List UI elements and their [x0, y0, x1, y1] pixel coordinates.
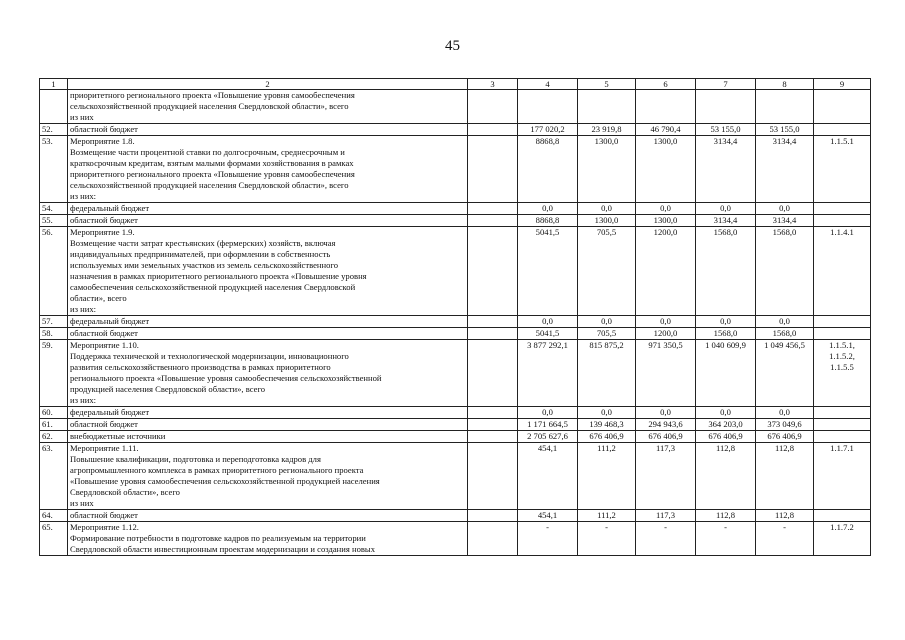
row-description [68, 340, 468, 407]
value-cell-c3 [468, 136, 518, 203]
value-cell-c8: 0,0 [756, 407, 814, 419]
value-cell-c6 [636, 90, 696, 124]
table-row [40, 407, 871, 419]
description-line: из них: [70, 395, 97, 405]
table-row [40, 136, 871, 203]
value-cell-c8: 3134,4 [756, 136, 814, 203]
description-line: областной бюджет [70, 124, 138, 134]
row-number: 52. [40, 124, 68, 136]
column-number-header [40, 79, 871, 90]
table-row [40, 328, 871, 340]
value-cell-c3 [468, 443, 518, 510]
value-cell-c5: 815 875,2 [578, 340, 636, 407]
value-cell-c6: 117,3 [636, 443, 696, 510]
row-number: 65. [40, 522, 68, 556]
value-cell-c7: - [696, 522, 756, 556]
row-description [68, 124, 468, 136]
description-line: краткосрочным кредитам, взятым малыми формами хозяйствования в рамках [70, 158, 354, 168]
row-number: 53. [40, 136, 68, 203]
value-cell-c6: 676 406,9 [636, 431, 696, 443]
target-code-cell [814, 136, 871, 203]
description-line: федеральный бюджет [70, 203, 150, 213]
value-cell-c4: 3 877 292,1 [518, 340, 578, 407]
value-cell-c6: 1300,0 [636, 215, 696, 227]
value-cell-c3 [468, 203, 518, 215]
value-cell-c7: 0,0 [696, 407, 756, 419]
value-cell-c3 [468, 407, 518, 419]
description-line: развития сельскохозяйственного производства в рамках приоритетного [70, 362, 331, 372]
description-line: областной бюджет [70, 328, 138, 338]
value-cell-c4: 2 705 627,6 [518, 431, 578, 443]
row-number: 56. [40, 227, 68, 316]
row-number: 60. [40, 407, 68, 419]
description-line: Возмещение части затрат крестьянских (фермерских) хозяйств, включая [70, 238, 336, 248]
description-line: приоритетного регионального проекта «Повышение уровня самообеспечения [70, 169, 355, 179]
value-cell-c6: 0,0 [636, 407, 696, 419]
value-cell-c7: 3134,4 [696, 215, 756, 227]
target-code-cell [814, 215, 871, 227]
value-cell-c6: 971 350,5 [636, 340, 696, 407]
value-cell-c3 [468, 431, 518, 443]
target-code: 1.1.5.1, [829, 340, 855, 350]
description-line: самообеспечения сельскохозяйственной продукцией населения Свердловской [70, 282, 356, 292]
row-number: 59. [40, 340, 68, 407]
page-number: 45 [445, 38, 460, 54]
table-body [40, 90, 871, 556]
value-cell-c5: 111,2 [578, 443, 636, 510]
value-cell-c5: 139 468,3 [578, 419, 636, 431]
value-cell-c3 [468, 522, 518, 556]
table-row [40, 227, 871, 316]
row-number: 58. [40, 328, 68, 340]
target-code: 1.1.4.1 [830, 227, 854, 237]
value-cell-c7: 0,0 [696, 316, 756, 328]
description-line: Свердловской области инвестиционным проектам модернизации и создания новых [70, 544, 375, 554]
target-code-cell [814, 419, 871, 431]
value-cell-c4: 5041,5 [518, 227, 578, 316]
row-number: 55. [40, 215, 68, 227]
value-cell-c5: 0,0 [578, 316, 636, 328]
target-code-cell [814, 431, 871, 443]
header-cell: 8 [756, 79, 814, 90]
value-cell-c7: 1 040 609,9 [696, 340, 756, 407]
row-number: 54. [40, 203, 68, 215]
value-cell-c4: 454,1 [518, 510, 578, 522]
table-row [40, 443, 871, 510]
value-cell-c7: 53 155,0 [696, 124, 756, 136]
value-cell-c7: 3134,4 [696, 136, 756, 203]
target-code-cell [814, 90, 871, 124]
description-line: из них [70, 498, 94, 508]
header-cell: 7 [696, 79, 756, 90]
target-code: 1.1.5.1 [830, 136, 854, 146]
target-code-cell [814, 227, 871, 316]
description-line: сельскохозяйственной продукцией населения Свердловской области», всего [70, 101, 349, 111]
header-cell: 5 [578, 79, 636, 90]
row-number: 63. [40, 443, 68, 510]
description-line: сельскохозяйственной продукцией населения Свердловской области», всего [70, 180, 349, 190]
value-cell-c7 [696, 90, 756, 124]
value-cell-c7: 1568,0 [696, 227, 756, 316]
description-line: Мероприятие 1.9. [70, 227, 135, 237]
description-line: Свердловской области», всего [70, 487, 180, 497]
value-cell-c4: 1 171 664,5 [518, 419, 578, 431]
value-cell-c7: 676 406,9 [696, 431, 756, 443]
row-number: 61. [40, 419, 68, 431]
value-cell-c5: - [578, 522, 636, 556]
row-number [40, 90, 68, 124]
description-line: «Повышение уровня самообеспечения сельскохозяйственной продукцией населения [70, 476, 380, 486]
description-line: из них: [70, 191, 97, 201]
value-cell-c4: 454,1 [518, 443, 578, 510]
value-cell-c4: - [518, 522, 578, 556]
budget-table [39, 78, 871, 556]
target-code-cell [814, 328, 871, 340]
table-row [40, 124, 871, 136]
row-description [68, 510, 468, 522]
value-cell-c7: 0,0 [696, 203, 756, 215]
row-description [68, 90, 468, 124]
value-cell-c3 [468, 419, 518, 431]
value-cell-c3 [468, 510, 518, 522]
description-line: агропромышленного комплекса в рамках приоритетного регионального проекта [70, 465, 364, 475]
value-cell-c6: - [636, 522, 696, 556]
row-description [68, 316, 468, 328]
description-line: продукцией населения Свердловской области», всего [70, 384, 266, 394]
table-row [40, 203, 871, 215]
value-cell-c4 [518, 90, 578, 124]
target-code-cell [814, 203, 871, 215]
value-cell-c4: 0,0 [518, 407, 578, 419]
row-description [68, 419, 468, 431]
description-line: Мероприятие 1.11. [70, 443, 139, 453]
value-cell-c7: 112,8 [696, 443, 756, 510]
target-code-cell [814, 407, 871, 419]
value-cell-c6: 46 790,4 [636, 124, 696, 136]
value-cell-c8: 112,8 [756, 510, 814, 522]
description-line: регионального проекта «Повышение уровня самообеспечения сельскохозяйственной [70, 373, 382, 383]
value-cell-c5: 111,2 [578, 510, 636, 522]
row-number: 57. [40, 316, 68, 328]
value-cell-c7: 364 203,0 [696, 419, 756, 431]
row-number: 62. [40, 431, 68, 443]
header-cell: 4 [518, 79, 578, 90]
value-cell-c3 [468, 328, 518, 340]
value-cell-c6: 117,3 [636, 510, 696, 522]
value-cell-c8: 1568,0 [756, 328, 814, 340]
row-description [68, 328, 468, 340]
target-code: 1.1.5.2, [829, 351, 855, 361]
description-line: внебюджетные источники [70, 431, 166, 441]
target-code-cell [814, 316, 871, 328]
value-cell-c5: 0,0 [578, 407, 636, 419]
description-line: из них: [70, 304, 97, 314]
value-cell-c8 [756, 90, 814, 124]
header-cell: 3 [468, 79, 518, 90]
value-cell-c5: 705,5 [578, 227, 636, 316]
description-line: используемых ими земельных участков из земель сельскохозяйственного [70, 260, 339, 270]
target-code-cell [814, 510, 871, 522]
value-cell-c6: 1200,0 [636, 328, 696, 340]
target-code-cell [814, 124, 871, 136]
description-line: Возмещение части процентной ставки по долгосрочным, среднесрочным и [70, 147, 345, 157]
target-code: 1.1.7.2 [830, 522, 854, 532]
value-cell-c4: 8868,8 [518, 215, 578, 227]
description-line: приоритетного регионального проекта «Повышение уровня самообеспечения [70, 90, 355, 100]
description-line: назначения в рамках приоритетного регионального проекта «Повышение уровня [70, 271, 367, 281]
value-cell-c8: 676 406,9 [756, 431, 814, 443]
header-cell: 9 [814, 79, 871, 90]
description-line: Мероприятие 1.12. [70, 522, 139, 532]
description-line: Формирование потребности в подготовке кадров по реализуемым на территории [70, 533, 366, 543]
value-cell-c5: 1300,0 [578, 136, 636, 203]
value-cell-c6: 1300,0 [636, 136, 696, 203]
value-cell-c5 [578, 90, 636, 124]
value-cell-c5: 705,5 [578, 328, 636, 340]
table-row [40, 419, 871, 431]
target-code-cell [814, 340, 871, 407]
value-cell-c8: - [756, 522, 814, 556]
value-cell-c5: 1300,0 [578, 215, 636, 227]
table-row [40, 316, 871, 328]
row-description [68, 136, 468, 203]
value-cell-c7: 1568,0 [696, 328, 756, 340]
description-line: федеральный бюджет [70, 316, 150, 326]
description-line: областной бюджет [70, 215, 138, 225]
row-number: 64. [40, 510, 68, 522]
description-line: Мероприятие 1.8. [70, 136, 135, 146]
value-cell-c4: 8868,8 [518, 136, 578, 203]
description-line: областной бюджет [70, 510, 138, 520]
row-description [68, 215, 468, 227]
value-cell-c7: 112,8 [696, 510, 756, 522]
value-cell-c3 [468, 227, 518, 316]
table-row [40, 215, 871, 227]
value-cell-c8: 53 155,0 [756, 124, 814, 136]
table-row [40, 522, 871, 556]
value-cell-c5: 23 919,8 [578, 124, 636, 136]
value-cell-c3 [468, 124, 518, 136]
description-line: индивидуальных предпринимателей, при оформлении в собственность [70, 249, 331, 259]
value-cell-c6: 0,0 [636, 203, 696, 215]
value-cell-c4: 5041,5 [518, 328, 578, 340]
value-cell-c4: 0,0 [518, 203, 578, 215]
description-line: областной бюджет [70, 419, 138, 429]
value-cell-c8: 1 049 456,5 [756, 340, 814, 407]
description-line: федеральный бюджет [70, 407, 150, 417]
value-cell-c5: 676 406,9 [578, 431, 636, 443]
value-cell-c3 [468, 215, 518, 227]
value-cell-c8: 1568,0 [756, 227, 814, 316]
description-line: Мероприятие 1.10. [70, 340, 139, 350]
table-row [40, 510, 871, 522]
row-description [68, 227, 468, 316]
row-description [68, 203, 468, 215]
header-cell: 1 [40, 79, 68, 90]
row-description [68, 431, 468, 443]
value-cell-c3 [468, 90, 518, 124]
value-cell-c3 [468, 316, 518, 328]
value-cell-c8: 3134,4 [756, 215, 814, 227]
row-description [68, 407, 468, 419]
value-cell-c4: 177 020,2 [518, 124, 578, 136]
header-cell: 6 [636, 79, 696, 90]
target-code: 1.1.7.1 [830, 443, 854, 453]
table-row [40, 340, 871, 407]
value-cell-c6: 0,0 [636, 316, 696, 328]
header-cell: 2 [68, 79, 468, 90]
value-cell-c3 [468, 340, 518, 407]
value-cell-c4: 0,0 [518, 316, 578, 328]
description-line: Поддержка технической и технологической модернизации, инновационного [70, 351, 349, 361]
value-cell-c8: 0,0 [756, 316, 814, 328]
row-description [68, 443, 468, 510]
table-row [40, 90, 871, 124]
table-row [40, 431, 871, 443]
value-cell-c5: 0,0 [578, 203, 636, 215]
target-code-cell [814, 443, 871, 510]
description-line: Повышение квалификации, подготовка и переподготовка кадров для [70, 454, 321, 464]
description-line: области», всего [70, 293, 127, 303]
value-cell-c6: 1200,0 [636, 227, 696, 316]
row-description [68, 522, 468, 556]
target-code-cell [814, 522, 871, 556]
value-cell-c6: 294 943,6 [636, 419, 696, 431]
description-line: из них [70, 112, 94, 122]
value-cell-c8: 373 049,6 [756, 419, 814, 431]
value-cell-c8: 0,0 [756, 203, 814, 215]
value-cell-c8: 112,8 [756, 443, 814, 510]
target-code: 1.1.5.5 [830, 362, 854, 372]
